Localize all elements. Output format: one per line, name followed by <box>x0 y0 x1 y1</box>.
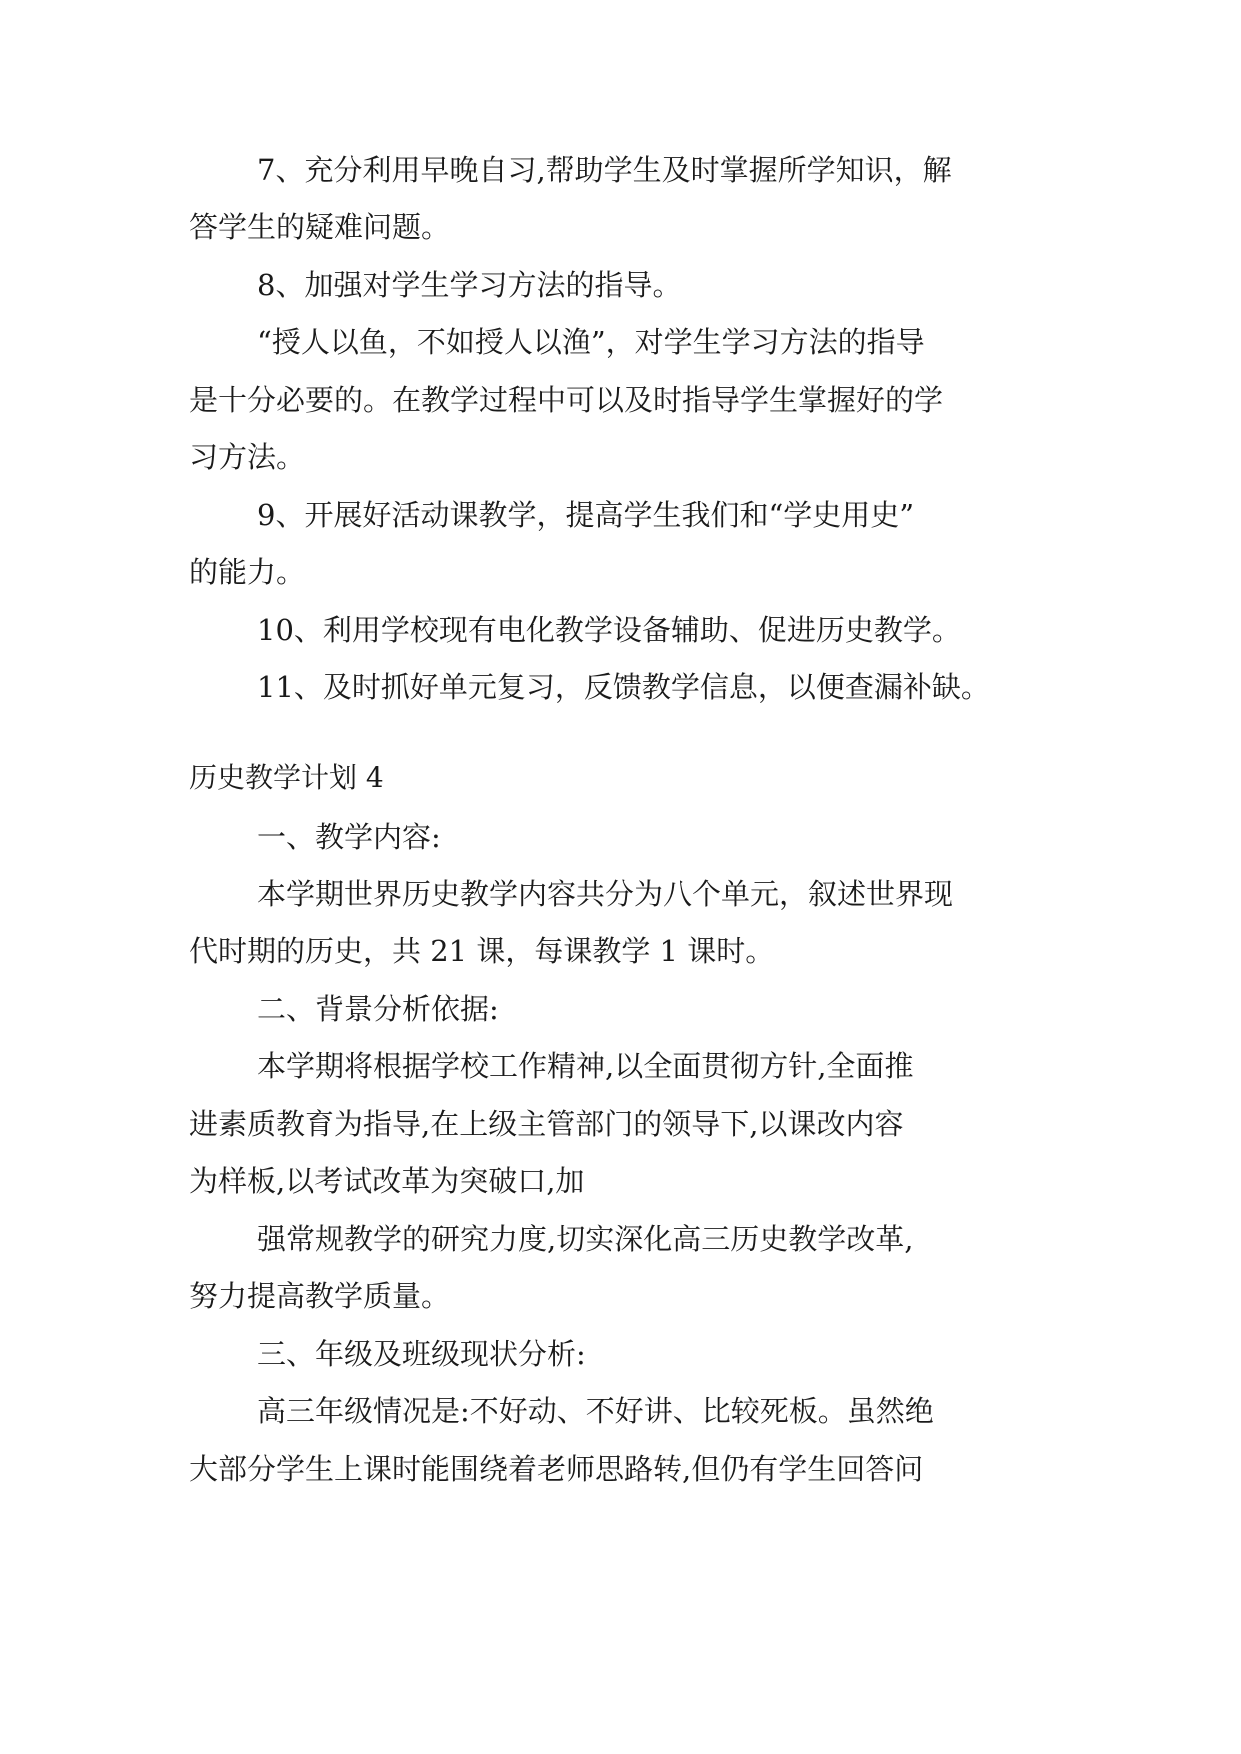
section-2-line-1: 本学期将根据学校工作精神,以全面贯彻方针,全面推 <box>257 1049 914 1083</box>
item-11: 11、及时抓好单元复习，反馈教学信息，以便查漏补缺。 <box>257 670 990 704</box>
item-8-paragraph-line-1: “授人以鱼，不如授人以渔”，对学生学习方法的指导 <box>257 325 925 359</box>
section-2-line-5: 努力提高教学质量。 <box>189 1279 451 1313</box>
section-2-line-3: 为样板,以考试改革为突破口,加 <box>189 1164 585 1198</box>
item-8-paragraph-line-2: 是十分必要的。在教学过程中可以及时指导学生掌握好的学 <box>189 383 944 417</box>
item-9-line-2: 的能力。 <box>189 555 306 589</box>
section-1-heading: 一、教学内容: <box>257 820 441 854</box>
section-3-line-1: 高三年级情况是:不好动、不好讲、比较死板。虽然绝 <box>257 1394 934 1428</box>
item-7-line-1: 7、充分利用早晚自习,帮助学生及时掌握所学知识，解 <box>257 153 952 187</box>
item-10: 10、利用学校现有电化教学设备辅助、促进历史教学。 <box>257 613 961 647</box>
item-8-paragraph-line-3: 习方法。 <box>189 440 306 474</box>
item-7-line-2: 答学生的疑难问题。 <box>189 210 451 244</box>
section-3-line-2: 大部分学生上课时能围绕着老师思路转,但仍有学生回答问 <box>189 1452 924 1486</box>
section-1-line-1: 本学期世界历史教学内容共分为八个单元，叙述世界现 <box>257 877 954 911</box>
section-1-line-2: 代时期的历史，共 21 课，每课教学 1 课时。 <box>189 934 775 968</box>
section-2-heading: 二、背景分析依据: <box>257 992 499 1026</box>
item-9-line-1: 9、开展好活动课教学，提高学生我们和“学史用史” <box>257 498 915 532</box>
section-3-heading: 三、年级及班级现状分析: <box>257 1337 586 1371</box>
section-2-line-2: 进素质教育为指导,在上级主管部门的领导下,以课改内容 <box>189 1107 904 1141</box>
section-2-line-4: 强常规教学的研究力度,切实深化高三历史教学改革, <box>257 1222 914 1256</box>
plan-4-title: 历史教学计划 4 <box>189 761 384 794</box>
item-8-title: 8、加强对学生学习方法的指导。 <box>257 268 682 302</box>
